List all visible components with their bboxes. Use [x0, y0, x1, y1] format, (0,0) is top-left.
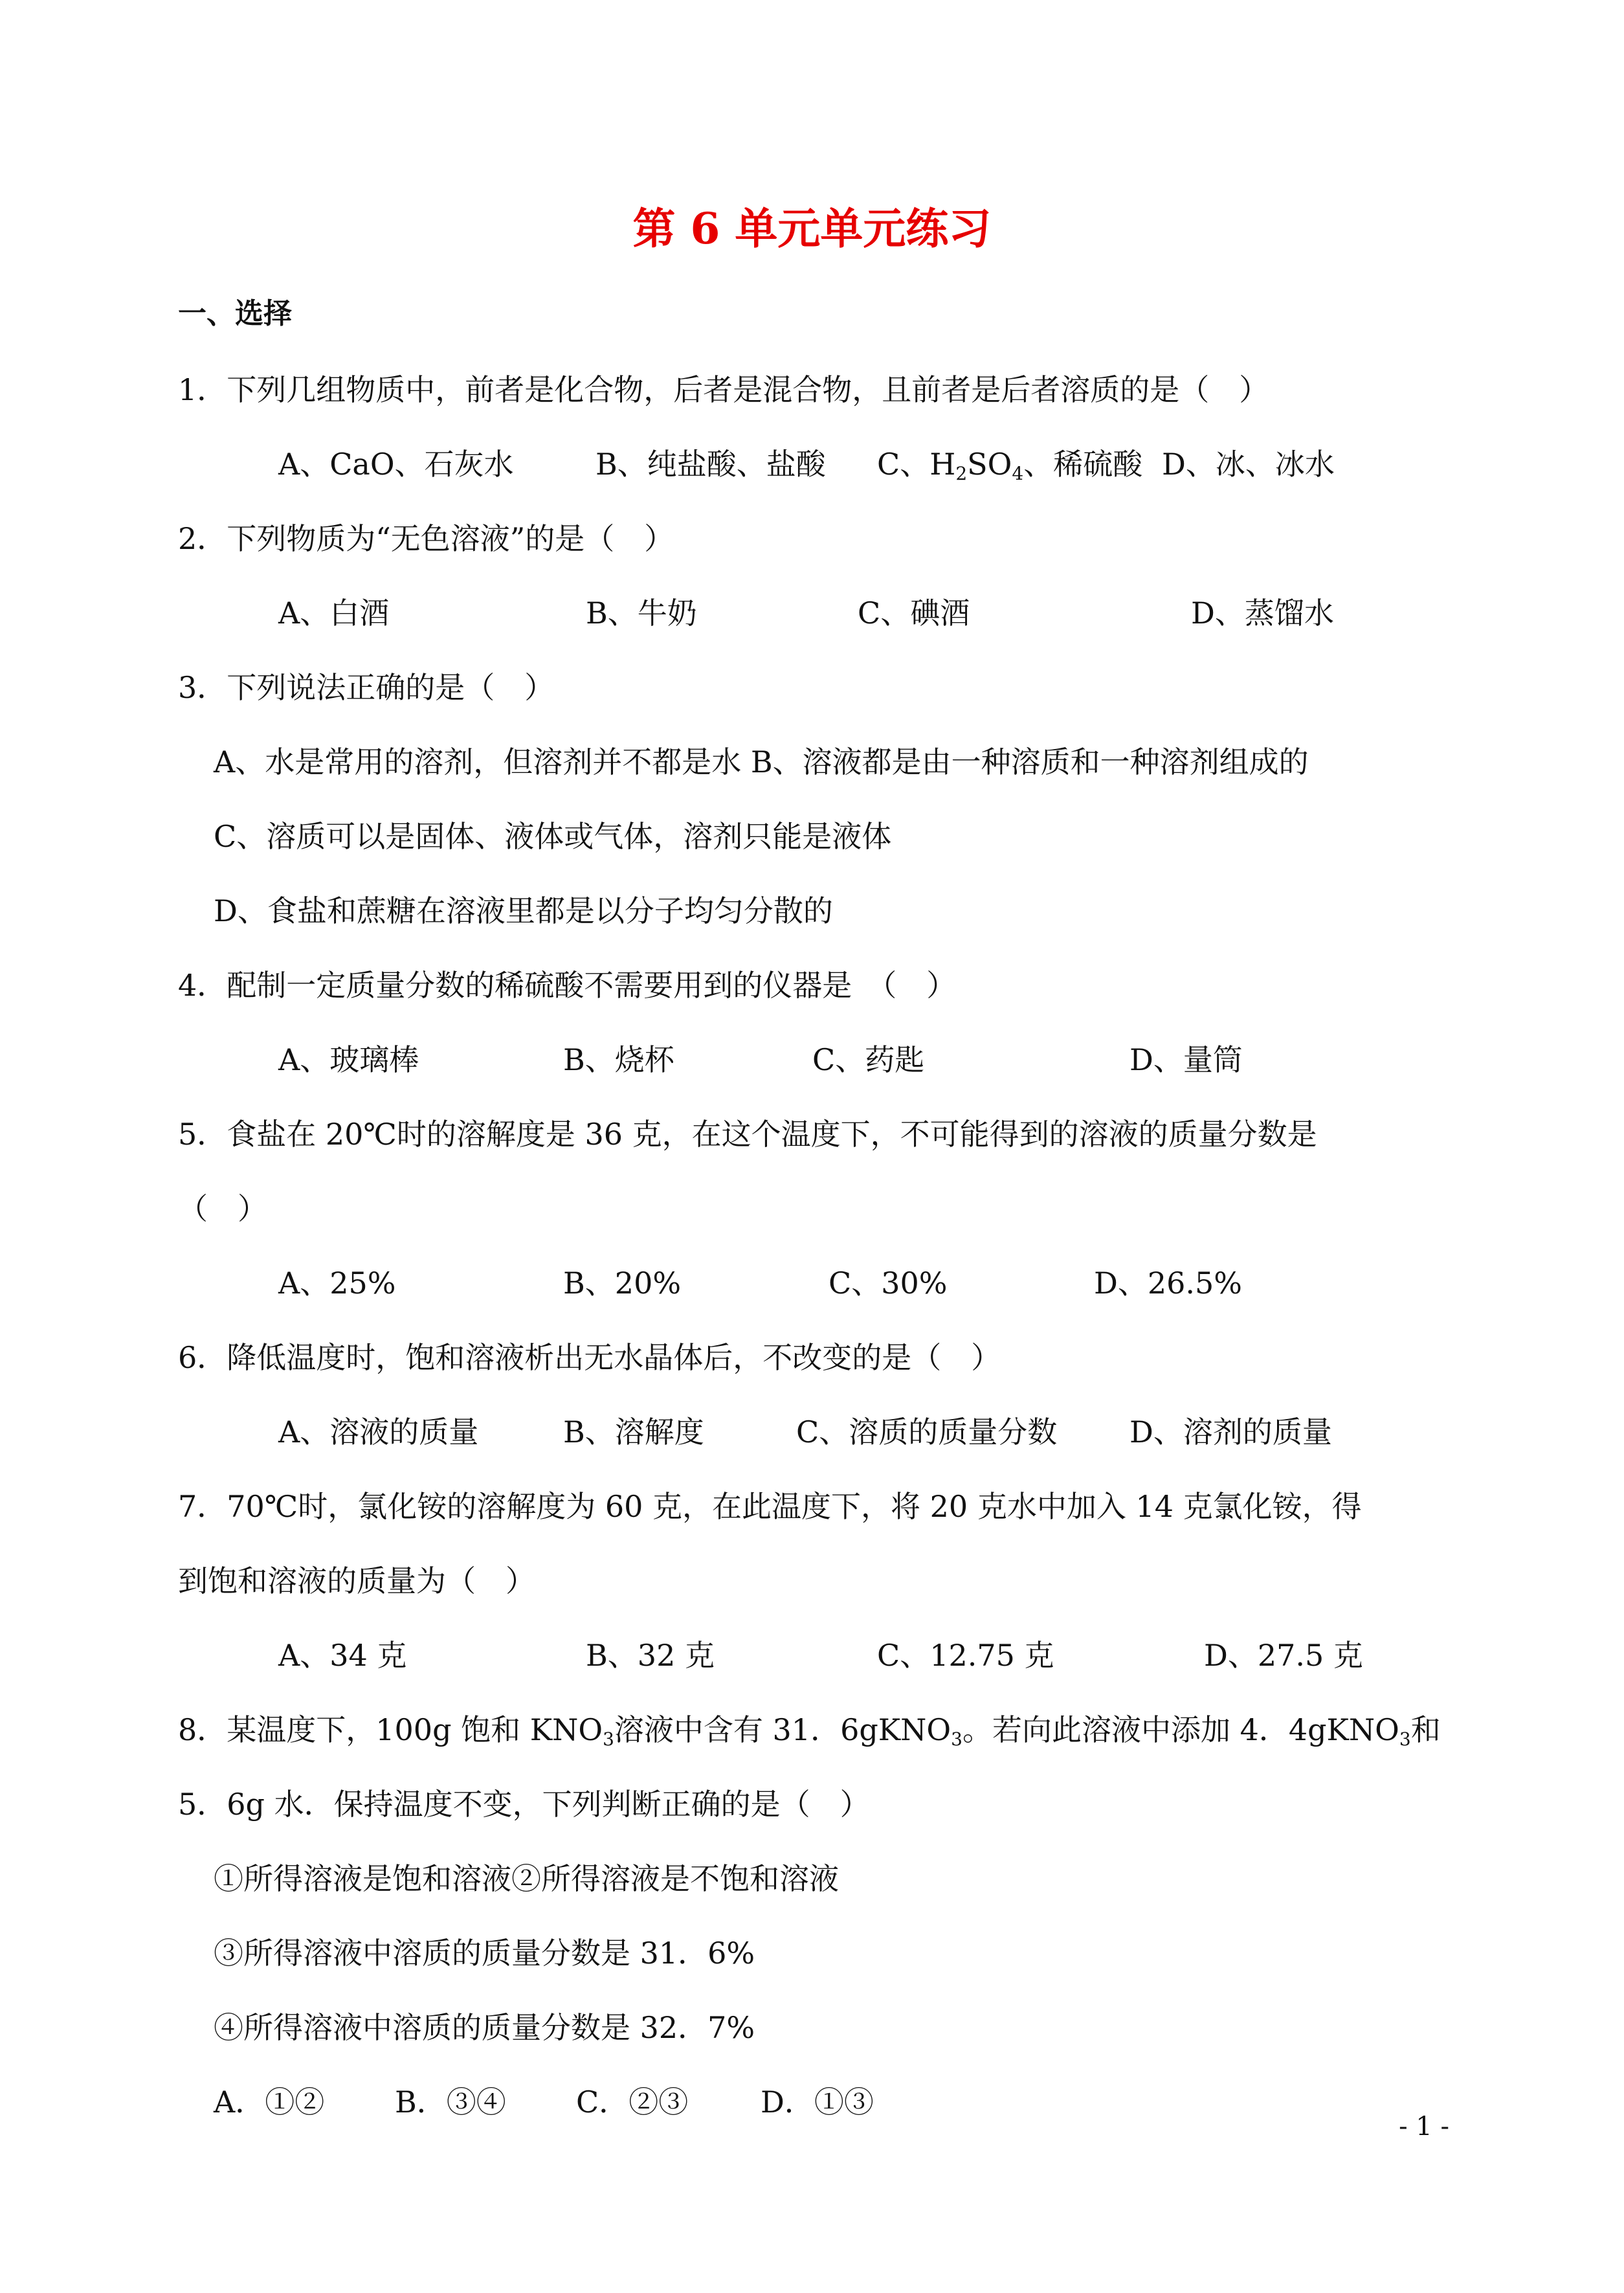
q6-option-a: A、溶液的质量: [278, 1415, 479, 1449]
question-6-stem: 6．降低温度时，饱和溶液析出无水晶体后，不改变的是（ ）: [178, 1340, 1001, 1375]
question-5-stem: 5．食盐在 20℃时的溶解度是 36 克，在这个温度下，不可能得到的溶液的质量分数是: [178, 1117, 1317, 1152]
q5-option-b: B、20%: [563, 1266, 682, 1301]
q1-option-c: C、$H_2SO_4$、稀硫酸: [877, 447, 1143, 484]
question-2-stem: 2．下列物质为“无色溶液”的是（ ）: [178, 521, 674, 556]
q1-option-a: A、CaO、石灰水: [278, 447, 514, 482]
q3-option-d: D、食盐和蔗糖在溶液里都是以分子均匀分散的: [214, 893, 833, 928]
question-1-stem: 1．下列几组物质中，前者是化合物，后者是混合物，且前者是后者溶质的是（ ）: [178, 372, 1269, 407]
q7-option-c: C、12.75 克: [877, 1638, 1054, 1673]
q6-option-c: C、溶质的质量分数: [796, 1415, 1058, 1449]
q1-option-d: D、冰、冰水: [1162, 447, 1335, 482]
q8-statement-1-2: ①所得溶液是饱和溶液②所得溶液是不饱和溶液: [214, 1861, 839, 1896]
q8-option-b: B．③④: [395, 2085, 506, 2120]
q2-option-a: A、白酒: [278, 596, 390, 631]
q8-option-a: A．①②: [214, 2085, 325, 2120]
q4-option-d: D、量筒: [1129, 1042, 1243, 1077]
q6-option-b: B、溶解度: [563, 1415, 704, 1449]
page-title: 第 6 单元单元练习: [632, 203, 992, 254]
q5-option-d: D、26.5%: [1094, 1266, 1243, 1301]
q4-option-c: C、药匙: [812, 1042, 925, 1077]
q8-option-c: C．②③: [576, 2085, 689, 2120]
q2-option-c: C、碘酒: [858, 596, 970, 631]
q7-option-a: A、34 克: [278, 1638, 407, 1673]
question-5-stem-cont: （ ）: [178, 1191, 267, 1226]
q6-option-d: D、溶剂的质量: [1129, 1415, 1332, 1449]
q3-option-c: C、溶质可以是固体、液体或气体，溶剂只能是液体: [214, 819, 892, 854]
q7-option-d: D、27.5 克: [1204, 1638, 1363, 1673]
q3-option-ab: A、水是常用的溶剂，但溶剂并不都是水 B、溶液都是由一种溶质和一种溶剂组成的: [214, 744, 1309, 779]
question-8-stem-cont: 5．6g 水．保持温度不变，下列判断正确的是（ ）: [178, 1787, 870, 1822]
q5-option-a: A、25%: [278, 1266, 396, 1301]
q7-option-b: B、32 克: [586, 1638, 715, 1673]
q8-statement-3: ③所得溶液中溶质的质量分数是 31．6%: [214, 1936, 755, 1971]
q4-option-b: B、烧杯: [563, 1042, 674, 1077]
section-heading: 一、选择: [178, 297, 292, 330]
question-7-stem: 7．70℃时，氯化铵的溶解度为 60 克，在此温度下，将 20 克水中加入 14 克氯化铵，得: [178, 1489, 1362, 1524]
q8-option-d: D．①③: [761, 2085, 874, 2120]
question-8-stem: 8．某温度下，100g 饱和 $KNO_3$溶液中含有 31．6gKNO$_3$。若向此溶液中添加 4．4gKNO$_3$和: [178, 1712, 1441, 1750]
page-number: - 1 -: [1399, 2112, 1449, 2142]
q8-statement-4: ④所得溶液中溶质的质量分数是 32．7%: [214, 2010, 755, 2045]
q2-option-d: D、蒸馏水: [1191, 596, 1334, 631]
question-7-stem-cont: 到饱和溶液的质量为（ ）: [178, 1563, 535, 1598]
question-3-stem: 3．下列说法正确的是（ ）: [178, 670, 555, 705]
q1-option-b: B、纯盐酸、盐酸: [595, 447, 826, 482]
question-4-stem: 4．配制一定质量分数的稀硫酸不需要用到的仪器是 （ ）: [178, 968, 957, 1003]
q5-option-c: C、30%: [829, 1266, 948, 1301]
q2-option-b: B、牛奶: [586, 596, 697, 631]
q4-option-a: A、玻璃棒: [278, 1042, 419, 1077]
